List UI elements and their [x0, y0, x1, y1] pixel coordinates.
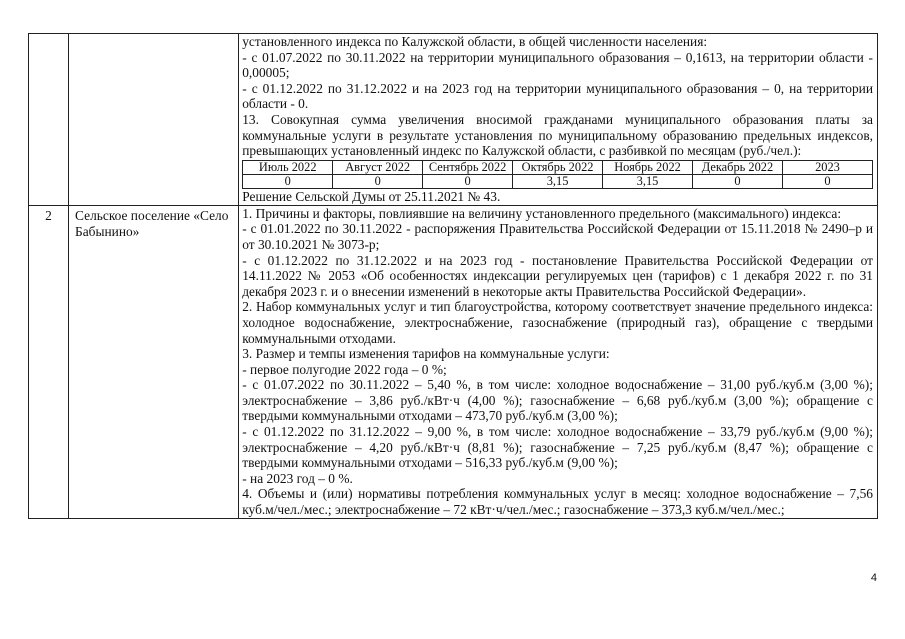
decision-reference: Решение Сельской Думы от 25.11.2021 № 43.: [242, 188, 501, 204]
month-value: 0: [423, 174, 513, 188]
paragraph: - с 01.12.2022 по 31.12.2022 – 9,00 %, в том числе: холодное водоснабжение – 33,79 руб./куб.м (9,00 %); электроснабжение – 4,20 руб./кВт·ч (8,81 %); газоснабжение – 7,25 руб./куб.м (8,47 %); обращение с твердыми коммунальными отходами – 516,33 руб./куб.м (9,00 %);: [242, 424, 873, 471]
paragraph: 3. Размер и темпы изменения тарифов на коммунальные услуги:: [242, 346, 610, 362]
monthly-sum-table: [242, 160, 873, 189]
row2-text-cell: [239, 205, 878, 518]
row1-line: установленного индекса по Калужской области, в общей численности населения:: [242, 34, 708, 49]
month-header: Октябрь 2022: [513, 160, 603, 174]
row1-line: 13. Совокупная сумма увеличения вносимой гражданами муниципального образования платы за коммунальные услуги в результате установления по муниципальному образованию предельных индексов, превышающих установленный индекс по Калужской области, с разбивкой по месяцам (руб./чел.):: [242, 111, 873, 159]
paragraph: - с 01.01.2022 по 30.11.2022 - распоряжения Правительства Российской Федерации от 15.11.2018 № 2490–р и от 30.10.2021 № 3073-р;: [242, 221, 873, 252]
month-header: Ноябрь 2022: [603, 160, 693, 174]
row1-number-cell: [29, 34, 69, 206]
months-header-row: [243, 160, 873, 174]
month-value: 3,15: [513, 174, 603, 188]
table-row: [29, 205, 878, 518]
months-value-row: [243, 174, 873, 188]
row1-line: - с 01.12.2022 по 31.12.2022 и на 2023 год на территории муниципального образования – 0, на территории области - 0.: [242, 80, 873, 112]
month-value: 0: [782, 174, 872, 188]
paragraph: - первое полугодие 2022 года – 0 %;: [242, 361, 447, 377]
municipality-name: Сельское поселение «Село Бабынино»: [69, 205, 239, 518]
month-value: 0: [333, 174, 423, 188]
paragraph: - с 01.12.2022 по 31.12.2022 и на 2023 год - постановление Правительства Российской Федерации от 14.11.2022 № 2053 «Об особенностях индексации регулируемых цен (тарифов) с 1 декабря 2022 г. по 31 декабря 2023 г. и о внесении изменений в некоторые акты Правительства Российской Федерации».: [242, 252, 873, 299]
month-header: Июль 2022: [243, 160, 333, 174]
paragraph: 2. Набор коммунальных услуг и тип благоустройства, которому соответствует значение предельного индекса: холодное водоснабжение, электроснабжение, газоснабжение (природный газ), обращение с твердыми коммунальными отходами.: [242, 299, 873, 346]
index-table: [28, 33, 878, 519]
row1-text-cell: [239, 34, 878, 206]
month-header: Август 2022: [333, 160, 423, 174]
month-value: 3,15: [603, 174, 693, 188]
row1-name-cell: [69, 34, 239, 206]
paragraph: - с 01.07.2022 по 30.11.2022 – 5,40 %, в том числе: холодное водоснабжение – 31,00 руб./куб.м (3,00 %); электроснабжение – 3,86 руб./кВт·ч (4,00 %); газоснабжение – 6,68 руб./куб.м (3,00 %); обращение с твердыми коммунальными отходами – 473,70 руб./куб.м (3,00 %);: [242, 377, 873, 424]
month-header: Сентябрь 2022: [423, 160, 513, 174]
paragraph: - на 2023 год – 0 %.: [242, 470, 353, 486]
page-number: 4: [870, 572, 877, 584]
row-number: 2: [29, 205, 69, 518]
month-header: Декабрь 2022: [693, 160, 783, 174]
paragraph: 1. Причины и факторы, повлиявшие на величину установленного предельного (максимального) индекса:: [242, 205, 842, 221]
month-value: 0: [243, 174, 333, 188]
table-row: [29, 34, 878, 206]
month-value: 0: [693, 174, 783, 188]
row1-line: - с 01.07.2022 по 30.11.2022 на территории муниципального образования – 0,1613, на территории области - 0,00005;: [242, 49, 873, 81]
paragraph: 4. Объемы и (или) нормативы потребления коммунальных услуг в месяц: холодное водоснабжение – 7,56 куб.м/чел./мес.; электроснабжение – 72 кВт·ч/чел./мес.; газоснабжение – 373,3 куб.м/чел./мес.;: [242, 486, 873, 518]
month-header: 2023: [782, 160, 872, 174]
